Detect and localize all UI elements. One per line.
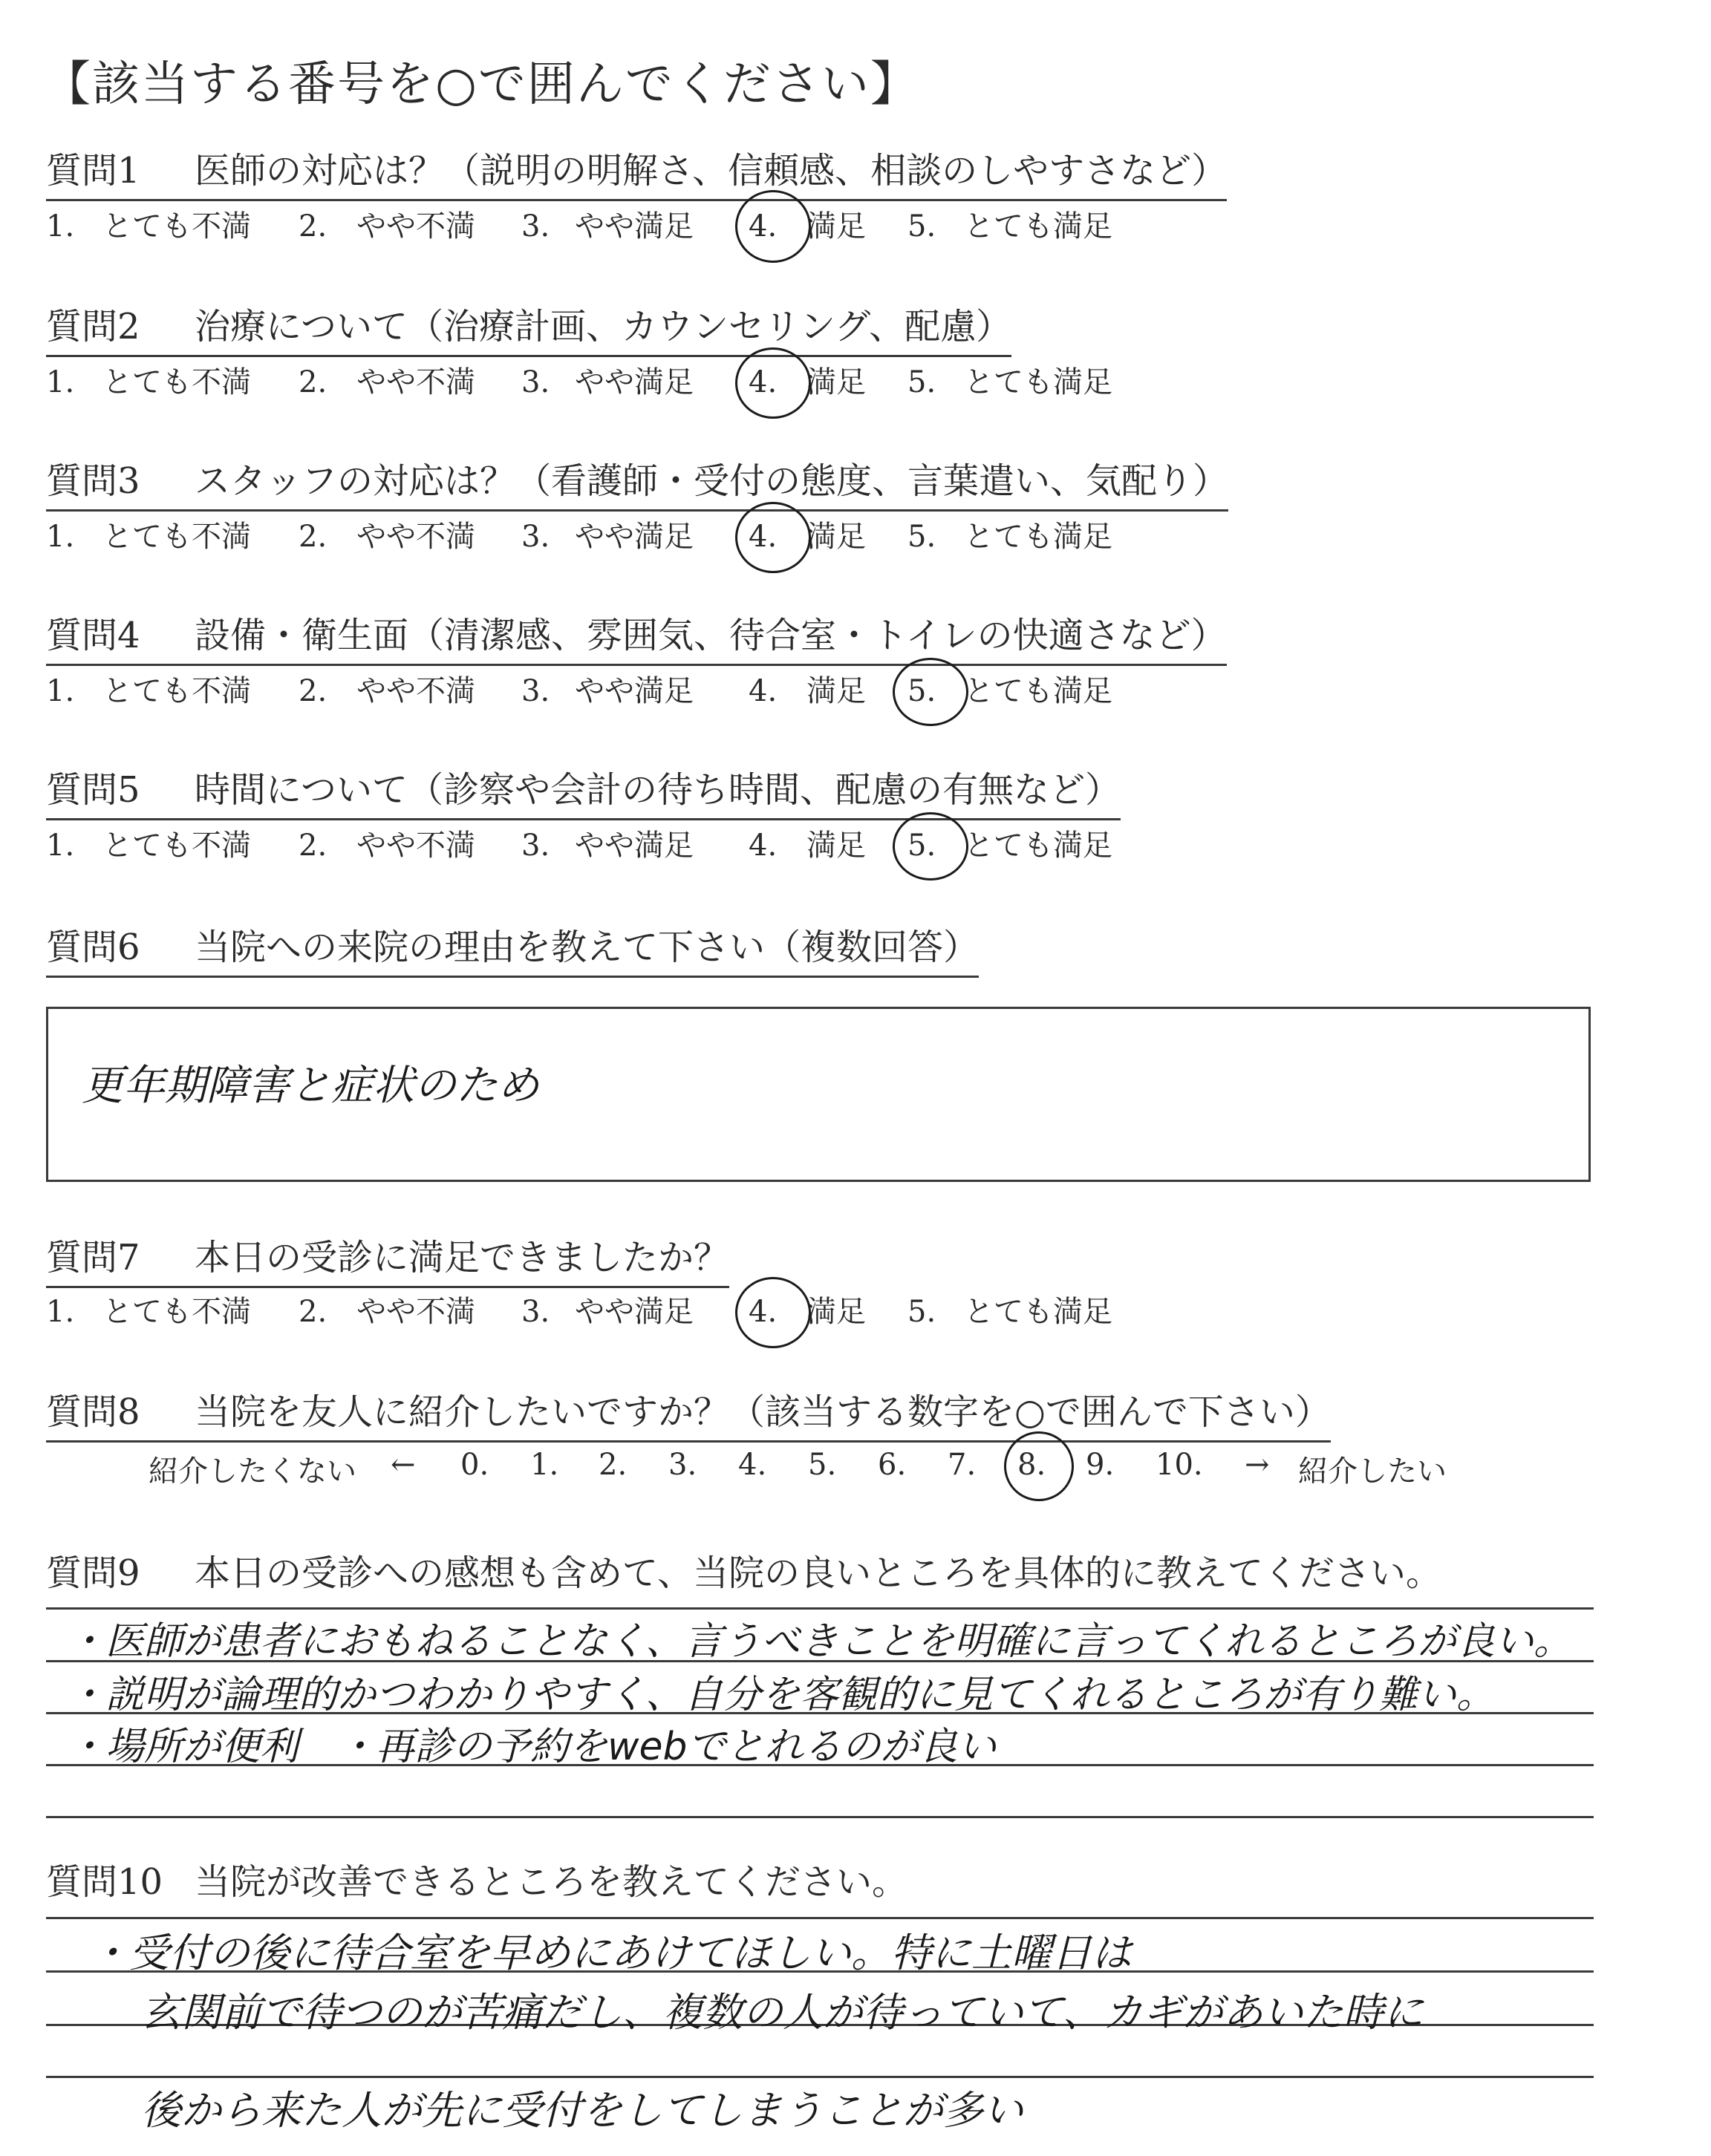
- q10-answer-line-1: ・受付の後に待合室を早めにあけてほしい。特に土曜日は: [89, 1930, 1132, 1976]
- q3-option-1-number: 1.: [46, 520, 75, 554]
- question-8-heading: [46, 1390, 1331, 1443]
- scale-number-8: 8.: [1017, 1448, 1046, 1482]
- q7-option-2-label: やや不満: [356, 1295, 475, 1329]
- scale-number-0: 0.: [460, 1448, 489, 1482]
- question-5-options: [46, 827, 1234, 872]
- q4-option-5-label: とても満足: [964, 674, 1112, 708]
- q3-option-5-label: とても満足: [964, 520, 1112, 554]
- question-5-heading: [46, 768, 1121, 820]
- q3-selected-circle: [735, 502, 811, 573]
- question-1-options: [46, 208, 1234, 252]
- q7-selected-circle: [735, 1277, 811, 1348]
- q5-option-4-label: 満足: [806, 829, 866, 863]
- q9-answer-line-2: ・説明が論理的かつわかりやすく、自分を客観的に見てくれるところが有り難い。: [67, 1673, 1495, 1717]
- q7-option-2-number: 2.: [299, 1295, 327, 1329]
- q4-option-4-label: 満足: [806, 674, 866, 708]
- question-3-heading: [46, 459, 1228, 512]
- q7-option-1-label: とても不満: [102, 1295, 251, 1329]
- question-3-number: 質問3: [46, 460, 140, 502]
- scale-number-6: 6.: [878, 1448, 907, 1482]
- question-3-text: スタッフの対応は？（看護師・受付の態度、言葉遣い、気配り）: [195, 460, 1229, 502]
- question-1-text: 医師の対応は？（説明の明解さ、信頼感、相談のしやすさなど）: [195, 150, 1228, 192]
- question-2-text: 治療について（治療計画、カウンセリング、配慮）: [195, 306, 1012, 347]
- q7-option-5-label: とても満足: [964, 1295, 1112, 1329]
- q5-option-2-number: 2.: [299, 829, 327, 863]
- question-6-text: 当院への来院の理由を教えて下さい（複数回答）: [195, 927, 980, 968]
- q3-option-5-number: 5.: [907, 520, 936, 554]
- question-2-number: 質問2: [46, 306, 140, 347]
- q9-ruled-line-5: [46, 1816, 1594, 1818]
- scale-left-label: 紹介したくない: [149, 1454, 356, 1489]
- q7-option-3-number: 3.: [521, 1295, 550, 1329]
- q4-option-2-label: やや不満: [356, 674, 475, 708]
- q3-option-1-label: とても不満: [102, 520, 251, 554]
- scale-number-5: 5.: [808, 1448, 837, 1482]
- scale-number-7: 7.: [948, 1448, 977, 1482]
- q9-answer-line-1: ・医師が患者におもねることなく、言うべきことを明確に言ってくれるところが良い。: [67, 1619, 1572, 1664]
- q1-option-3-number: 3.: [521, 209, 550, 244]
- q2-option-4-label: 満足: [806, 365, 866, 399]
- q2-option-3-number: 3.: [521, 365, 550, 399]
- q3-option-2-number: 2.: [299, 520, 327, 554]
- q4-option-3-label: やや満足: [575, 674, 694, 708]
- question-4-text: 設備・衛生面（清潔感、雰囲気、待合室・トイレの快適さなど）: [195, 615, 1227, 656]
- q1-option-5-label: とても満足: [964, 209, 1112, 244]
- q9-answer-line-3: ・場所が便利 ・再診の予約をwebでとれるのが良い: [67, 1725, 997, 1769]
- q10-answer-line-2: 玄関前で待つのが苦痛だし、複数の人が待っていて、カギがあいた時に: [141, 1989, 1424, 2036]
- question-2-options: [46, 364, 1234, 408]
- q2-option-5-label: とても満足: [964, 365, 1112, 399]
- question-2-heading: [46, 304, 1011, 357]
- question-1-heading: [46, 148, 1227, 201]
- q2-selected-circle: [735, 347, 811, 419]
- question-10-number: 質問10: [46, 1861, 163, 1903]
- question-4-options: [46, 673, 1234, 717]
- q5-option-3-label: やや満足: [575, 829, 694, 863]
- scale-number-9: 9.: [1086, 1448, 1115, 1482]
- question-10-heading: [46, 1853, 907, 1904]
- q2-option-2-number: 2.: [299, 365, 327, 399]
- q4-selected-circle: [893, 658, 968, 726]
- q2-option-4-number: 4.: [749, 365, 778, 399]
- question-5-number: 質問5: [46, 769, 140, 811]
- q1-option-1-label: とても不満: [102, 209, 251, 244]
- scale-right-arrow: →: [1245, 1448, 1270, 1482]
- q10-answer-line-3: 後から来た人が先に受付をしてしまうことが多い: [141, 2087, 1023, 2134]
- q2-option-2-label: やや不満: [356, 365, 475, 399]
- question-9-number: 質問9: [46, 1552, 140, 1594]
- scale-left-arrow: ←: [391, 1448, 416, 1482]
- scale-number-2: 2.: [599, 1448, 628, 1482]
- q4-option-4-number: 4.: [749, 674, 778, 708]
- question-4-heading: [46, 613, 1227, 666]
- question-9-heading: [46, 1544, 1441, 1595]
- q5-option-5-label: とても満足: [964, 829, 1112, 863]
- q7-option-5-number: 5.: [907, 1295, 936, 1329]
- question-8-number: 質問8: [46, 1391, 140, 1433]
- q5-option-1-number: 1.: [46, 829, 75, 863]
- q3-option-2-label: やや不満: [356, 520, 475, 554]
- q2-option-5-number: 5.: [907, 365, 936, 399]
- question-4-number: 質問4: [46, 615, 140, 656]
- form-title: 【該当する番号を○で囲んでください】: [43, 57, 919, 112]
- q3-option-4-number: 4.: [749, 520, 778, 554]
- q10-ruled-line-4: [46, 2076, 1594, 2078]
- question-6-handwritten-answer: 更年期障害と症状のため: [82, 1062, 539, 1110]
- q3-option-4-label: 満足: [806, 520, 866, 554]
- question-9-text: 本日の受診への感想も含めて、当院の良いところを具体的に教えてください。: [195, 1552, 1442, 1594]
- question-1-number: 質問1: [46, 150, 140, 192]
- scale-number-4: 4.: [738, 1448, 767, 1482]
- question-3-options: [46, 518, 1234, 563]
- q4-option-2-number: 2.: [299, 674, 327, 708]
- q5-option-5-number: 5.: [907, 829, 936, 863]
- question-8-text: 当院を友人に紹介したいですか？（該当する数字を○で囲んで下さい）: [195, 1391, 1331, 1433]
- q7-option-4-number: 4.: [749, 1295, 778, 1329]
- question-10-text: 当院が改善できるところを教えてください。: [195, 1861, 908, 1903]
- q3-option-3-label: やや満足: [575, 520, 694, 554]
- question-7-options: [46, 1293, 1234, 1338]
- q1-option-2-label: やや不満: [356, 209, 475, 244]
- q1-option-5-number: 5.: [907, 209, 936, 244]
- q1-selected-circle: [735, 190, 811, 263]
- q5-option-3-number: 3.: [521, 829, 550, 863]
- scale-number-1: 1.: [530, 1448, 559, 1482]
- q8-selected-circle: [1004, 1431, 1074, 1501]
- scale-number-10: 10.: [1156, 1448, 1203, 1482]
- q1-option-4-number: 4.: [749, 209, 778, 244]
- q4-option-3-number: 3.: [521, 674, 550, 708]
- q1-option-2-number: 2.: [299, 209, 327, 244]
- q10-ruled-line-1: [46, 1917, 1594, 1919]
- q5-option-1-label: とても不満: [102, 829, 251, 863]
- q3-option-3-number: 3.: [521, 520, 550, 554]
- q4-option-5-number: 5.: [907, 674, 936, 708]
- question-8-scale: [149, 1448, 1485, 1492]
- q2-option-3-label: やや満足: [575, 365, 694, 399]
- scale-number-3: 3.: [668, 1448, 697, 1482]
- q1-option-4-label: 満足: [806, 209, 866, 244]
- q1-option-3-label: やや満足: [575, 209, 694, 244]
- scale-right-label: 紹介したい: [1298, 1454, 1447, 1489]
- question-5-text: 時間について（診察や会計の待ち時間、配慮の有無など）: [195, 769, 1121, 811]
- question-7-text: 本日の受診に満足できましたか？: [195, 1237, 730, 1278]
- question-6-heading: [46, 925, 979, 978]
- q2-option-1-label: とても不満: [102, 365, 251, 399]
- question-7-heading: [46, 1235, 729, 1288]
- q7-option-3-label: やや満足: [575, 1295, 694, 1329]
- q7-option-4-label: 満足: [806, 1295, 866, 1329]
- q5-selected-circle: [893, 812, 968, 881]
- q4-option-1-label: とても不満: [102, 674, 251, 708]
- q2-option-1-number: 1.: [46, 365, 75, 399]
- q7-option-1-number: 1.: [46, 1295, 75, 1329]
- question-6-number: 質問6: [46, 927, 140, 968]
- q4-option-1-number: 1.: [46, 674, 75, 708]
- question-7-number: 質問7: [46, 1237, 140, 1278]
- q5-option-4-number: 4.: [749, 829, 778, 863]
- q1-option-1-number: 1.: [46, 209, 75, 244]
- q5-option-2-label: やや不満: [356, 829, 475, 863]
